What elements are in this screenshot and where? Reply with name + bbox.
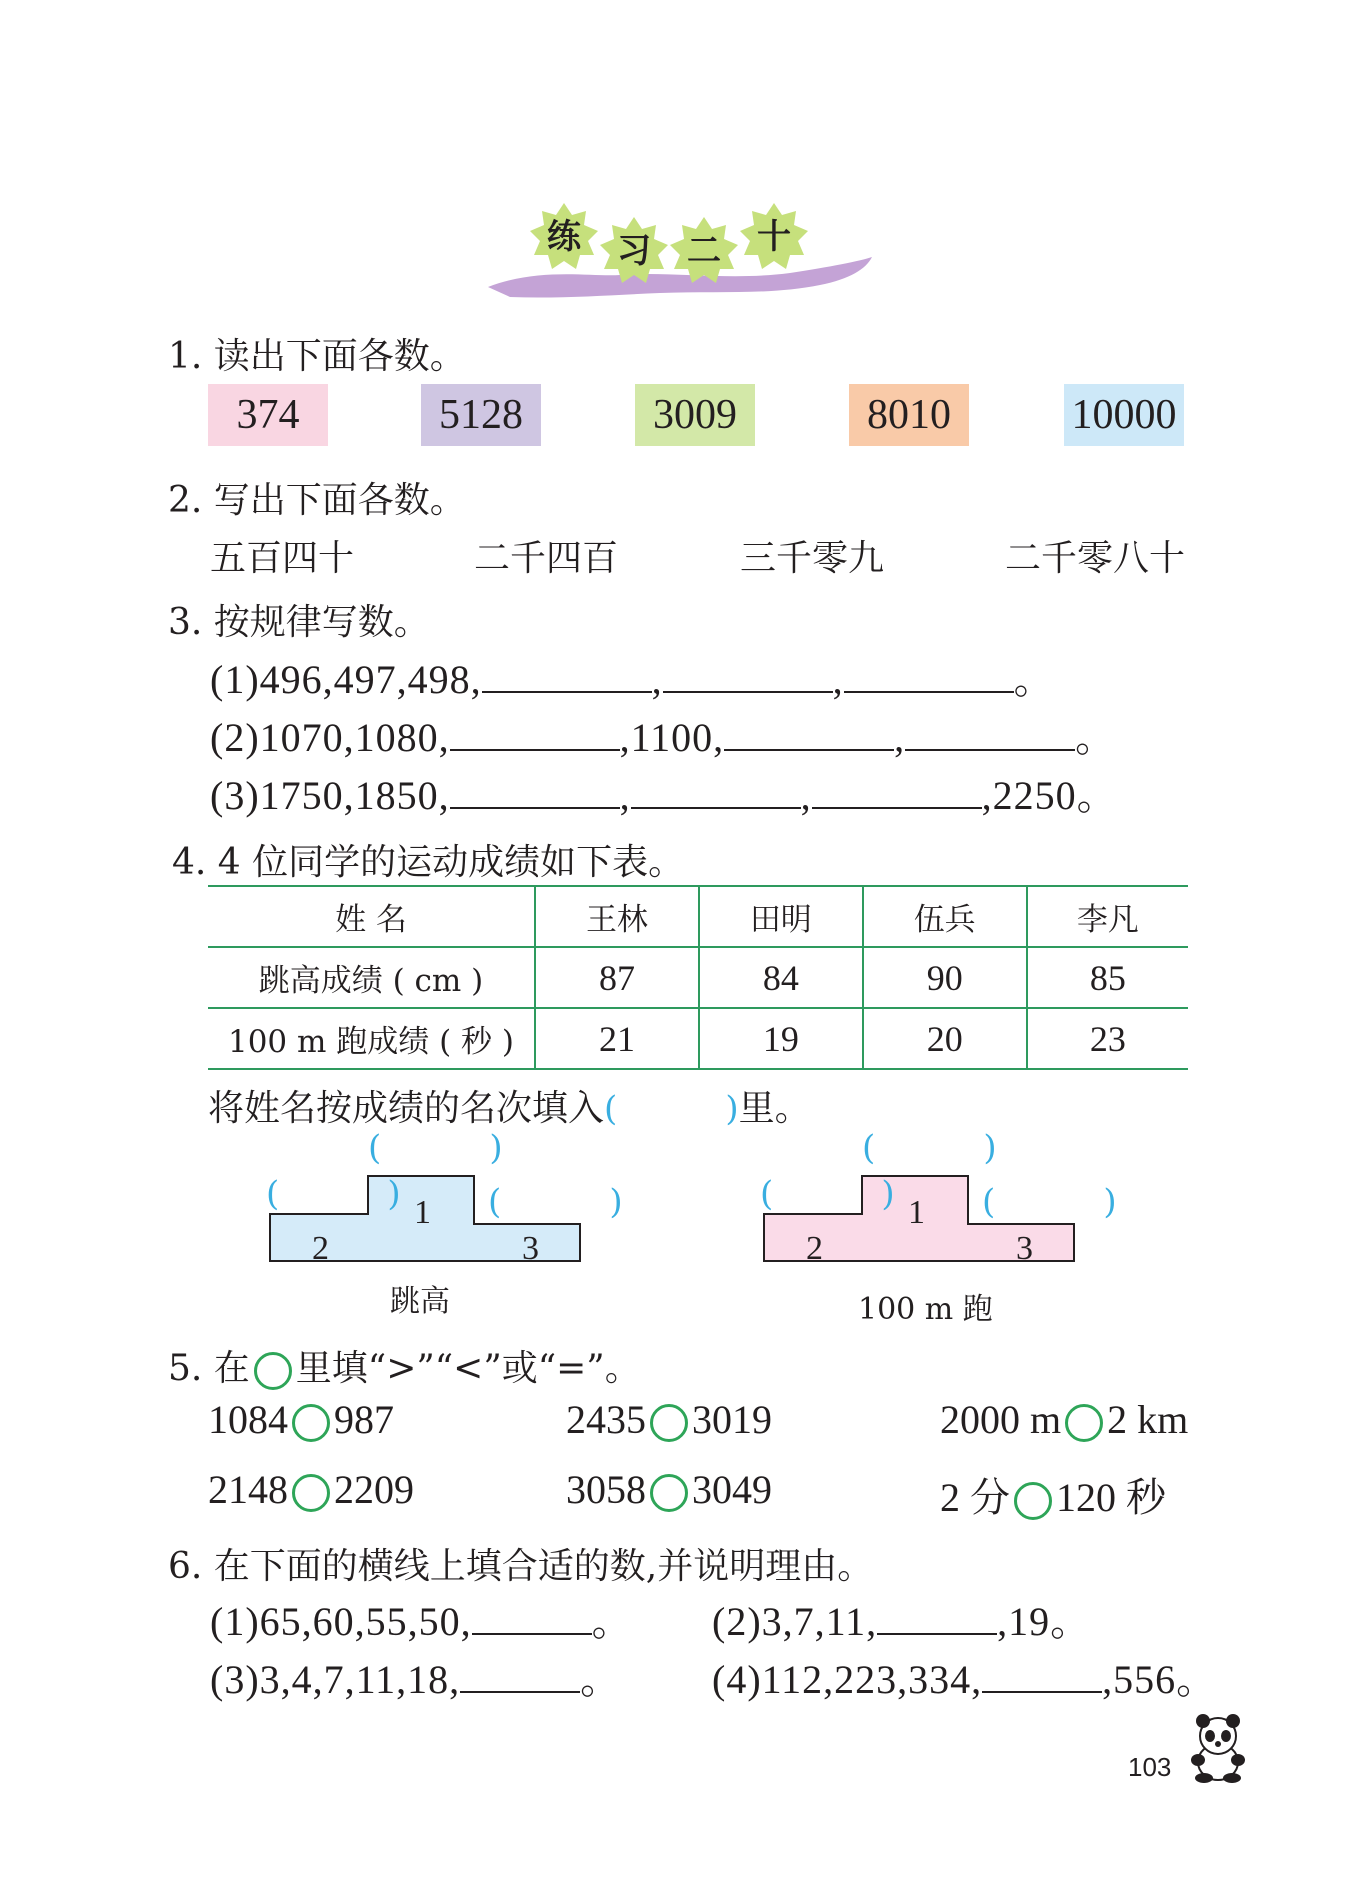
q3-line-3: (3)1750,1850, , , ,2250。 bbox=[210, 773, 1118, 818]
q3-label: 3. 按规律写数。 bbox=[168, 602, 430, 643]
compare-circle[interactable] bbox=[650, 1474, 688, 1512]
podium-rank-label: 3 bbox=[522, 1230, 539, 1267]
title-star-1: 练 bbox=[528, 201, 600, 273]
compare-item: 1084 987 bbox=[208, 1397, 394, 1442]
answer-parentheses[interactable]: ( ) bbox=[368, 1128, 503, 1168]
q2-label: 2. 写出下面各数。 bbox=[168, 480, 466, 521]
q2-item: 五百四十 bbox=[210, 538, 355, 579]
answer-blank[interactable] bbox=[482, 657, 652, 693]
q1-number-box: 8010 bbox=[849, 384, 969, 446]
q2-item: 二千四百 bbox=[474, 538, 619, 579]
podium-rank-label: 2 bbox=[312, 1230, 329, 1267]
title-star-3: 二 bbox=[668, 215, 740, 287]
score-table bbox=[208, 885, 1188, 1070]
q4-label: 4. 4 位同学的运动成绩如下表。 bbox=[172, 842, 685, 883]
answer-parentheses[interactable]: ( ) bbox=[266, 1174, 401, 1214]
exercise-title bbox=[470, 195, 890, 315]
table-header-cell: 伍兵 bbox=[863, 886, 1027, 947]
q1-number-box: 10000 bbox=[1064, 384, 1184, 446]
q1-label: 1. 读出下面各数。 bbox=[168, 336, 466, 377]
compare-circle[interactable] bbox=[292, 1404, 330, 1442]
panda-icon bbox=[1186, 1712, 1250, 1784]
table-header-cell: 王林 bbox=[535, 886, 699, 947]
answer-parentheses[interactable]: ( ) bbox=[862, 1128, 997, 1168]
table-cell: 85 bbox=[1027, 947, 1188, 1008]
answer-blank[interactable] bbox=[450, 715, 620, 751]
q2-item: 二千零八十 bbox=[1005, 538, 1186, 579]
podium-rank-label: 2 bbox=[806, 1230, 823, 1267]
podium-caption: 100 m 跑 bbox=[858, 1292, 993, 1327]
table-header-cell: 姓 名 bbox=[208, 886, 535, 947]
q2-item: 三千零九 bbox=[740, 538, 885, 579]
page-number: 103 bbox=[1128, 1752, 1172, 1782]
q4-instruction: 将姓名按成绩的名次填入( )里。 bbox=[208, 1088, 811, 1129]
compare-circle[interactable] bbox=[1014, 1482, 1052, 1520]
podium-caption: 跳高 bbox=[390, 1284, 450, 1319]
answer-parentheses[interactable]: ( ) bbox=[488, 1182, 623, 1222]
answer-blank[interactable] bbox=[812, 773, 982, 809]
answer-blank[interactable] bbox=[844, 657, 1014, 693]
title-star-4: 十 bbox=[738, 201, 810, 273]
compare-circle[interactable] bbox=[292, 1474, 330, 1512]
q6-item: (3)3,4,7,11,18, 。 bbox=[210, 1657, 622, 1702]
table-cell: 90 bbox=[863, 947, 1027, 1008]
compare-item: 2000 m 2 km bbox=[940, 1397, 1189, 1442]
podium-100m-run bbox=[754, 1128, 1117, 1328]
answer-blank[interactable] bbox=[905, 715, 1075, 751]
title-star-2: 习 bbox=[598, 215, 670, 287]
compare-item: 2 分 120 秒 bbox=[940, 1475, 1166, 1520]
q6-item: (1)65,60,55,50, 。 bbox=[210, 1599, 633, 1644]
podium-high-jump bbox=[260, 1128, 623, 1328]
table-cell: 21 bbox=[535, 1008, 699, 1069]
table-cell: 20 bbox=[863, 1008, 1027, 1069]
podium-rank-label: 3 bbox=[1016, 1230, 1033, 1267]
table-cell: 23 bbox=[1027, 1008, 1188, 1069]
q1-number-box: 5128 bbox=[421, 384, 541, 446]
q3-line-2: (2)1070,1080, ,1100, , 。 bbox=[210, 715, 1117, 760]
table-header-cell: 李凡 bbox=[1027, 886, 1188, 947]
table-cell: 跳高成绩 ( cm ) bbox=[208, 947, 535, 1008]
answer-parentheses[interactable]: ( ) bbox=[982, 1182, 1117, 1222]
table-row bbox=[208, 1008, 1188, 1069]
q5-label: 5. 在 里填“>”“<”或“=”。 bbox=[168, 1348, 641, 1389]
q6-item: (4)112,223,334, ,556。 bbox=[712, 1657, 1218, 1702]
q6-item: (2)3,7,11, ,19。 bbox=[712, 1599, 1092, 1644]
compare-item: 2148 2209 bbox=[208, 1467, 414, 1512]
compare-item: 2435 3019 bbox=[566, 1397, 772, 1442]
q1-number-box: 3009 bbox=[635, 384, 755, 446]
table-row bbox=[208, 947, 1188, 1008]
answer-blank[interactable] bbox=[982, 1657, 1102, 1693]
table-cell: 87 bbox=[535, 947, 699, 1008]
podium-rank-label: 1 bbox=[414, 1194, 431, 1231]
answer-parentheses[interactable]: ( ) bbox=[604, 1089, 739, 1129]
q6-label: 6. 在下面的横线上填合适的数,并说明理由。 bbox=[168, 1546, 874, 1587]
compare-circle[interactable] bbox=[650, 1404, 688, 1442]
answer-blank[interactable] bbox=[472, 1599, 592, 1635]
compare-circle-icon bbox=[254, 1352, 292, 1390]
compare-item: 3058 3049 bbox=[566, 1467, 772, 1512]
q3-line-1: (1)496,497,498, , , 。 bbox=[210, 657, 1055, 702]
answer-blank[interactable] bbox=[631, 773, 801, 809]
answer-blank[interactable] bbox=[663, 657, 833, 693]
answer-blank[interactable] bbox=[460, 1657, 580, 1693]
table-cell: 84 bbox=[699, 947, 863, 1008]
table-header-row bbox=[208, 886, 1188, 947]
compare-circle[interactable] bbox=[1065, 1404, 1103, 1442]
q1-number-box: 374 bbox=[208, 384, 328, 446]
answer-parentheses[interactable]: ( ) bbox=[760, 1174, 895, 1214]
table-cell: 19 bbox=[699, 1008, 863, 1069]
table-cell: 100 m 跑成绩 ( 秒 ) bbox=[208, 1008, 535, 1069]
table-header-cell: 田明 bbox=[699, 886, 863, 947]
podium-rank-label: 1 bbox=[908, 1194, 925, 1231]
answer-blank[interactable] bbox=[450, 773, 620, 809]
answer-blank[interactable] bbox=[877, 1599, 997, 1635]
answer-blank[interactable] bbox=[724, 715, 894, 751]
